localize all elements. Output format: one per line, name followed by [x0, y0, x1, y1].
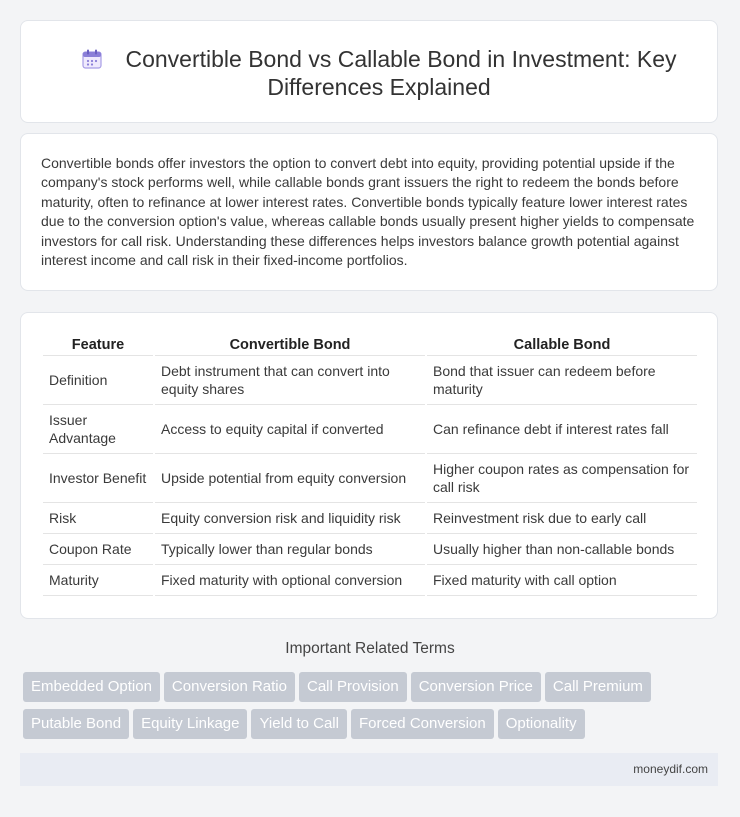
row-convertible: Debt instrument that can convert into equity shares: [155, 356, 425, 405]
row-convertible: Equity conversion risk and liquidity risk: [155, 503, 425, 534]
header-callable: Callable Bond: [427, 333, 697, 356]
footer-site-link[interactable]: moneydif.com: [633, 762, 708, 776]
row-callable: Bond that issuer can redeem before maturity: [427, 356, 697, 405]
row-feature: Maturity: [43, 565, 153, 596]
title-card: [20, 20, 718, 123]
row-convertible: Upside potential from equity conversion: [155, 454, 425, 503]
page-title-wrap: [61, 45, 697, 101]
row-feature: Coupon Rate: [43, 534, 153, 565]
related-term-tag[interactable]: Optionality: [498, 709, 585, 739]
page-title: Convertible Bond vs Callable Bond in Investment: Key Differences Explained: [125, 46, 677, 100]
related-term-tag[interactable]: Putable Bond: [23, 709, 129, 739]
row-feature: Definition: [43, 356, 153, 405]
table-header-row: [43, 333, 697, 356]
row-convertible: Typically lower than regular bonds: [155, 534, 425, 565]
calendar-icon: [81, 48, 103, 70]
row-feature: Issuer Advantage: [43, 405, 153, 454]
row-callable: Higher coupon rates as compensation for call risk: [427, 454, 697, 503]
intro-card: [20, 133, 718, 291]
related-term-tag[interactable]: Conversion Price: [411, 672, 541, 702]
table-row: [43, 565, 697, 596]
row-callable: Reinvestment risk due to early call: [427, 503, 697, 534]
related-term-tag[interactable]: Conversion Ratio: [164, 672, 295, 702]
intro-paragraph: Convertible bonds offer investors the option to convert debt into equity, providing potential upside if the company's stock performs well, while callable bonds grant issuers the right to redeem the bonds before maturity, often to refinance at lower interest rates. Convertible bonds typically feature lower interest rates due to the conversion option's value, whereas callable bonds usually present higher yields to compensate investors for call risk. Understanding these differences helps investors balance growth potential against interest income and call risk in their fixed-income portfolios.: [41, 155, 695, 269]
table-row: [43, 356, 697, 405]
related-term-tag[interactable]: Embedded Option: [23, 672, 160, 702]
table-row: [43, 454, 697, 503]
footer: [20, 753, 718, 786]
row-callable: Fixed maturity with call option: [427, 565, 697, 596]
related-term-tag[interactable]: Call Premium: [545, 672, 651, 702]
comparison-table: [41, 333, 699, 596]
table-row: [43, 534, 697, 565]
table-row: [43, 405, 697, 454]
header-feature: Feature: [43, 333, 153, 356]
row-callable: Can refinance debt if interest rates fall: [427, 405, 697, 454]
row-feature: Investor Benefit: [43, 454, 153, 503]
related-terms-list: [23, 672, 723, 746]
row-callable: Usually higher than non-callable bonds: [427, 534, 697, 565]
related-term-tag[interactable]: Forced Conversion: [351, 709, 494, 739]
related-term-tag[interactable]: Call Provision: [299, 672, 407, 702]
table-row: [43, 503, 697, 534]
header-convertible: Convertible Bond: [155, 333, 425, 356]
related-term-tag[interactable]: Equity Linkage: [133, 709, 247, 739]
related-term-tag[interactable]: Yield to Call: [251, 709, 346, 739]
row-feature: Risk: [43, 503, 153, 534]
comparison-table-card: [20, 312, 718, 619]
row-convertible: Access to equity capital if converted: [155, 405, 425, 454]
row-convertible: Fixed maturity with optional conversion: [155, 565, 425, 596]
related-terms-heading: Important Related Terms: [285, 640, 455, 657]
